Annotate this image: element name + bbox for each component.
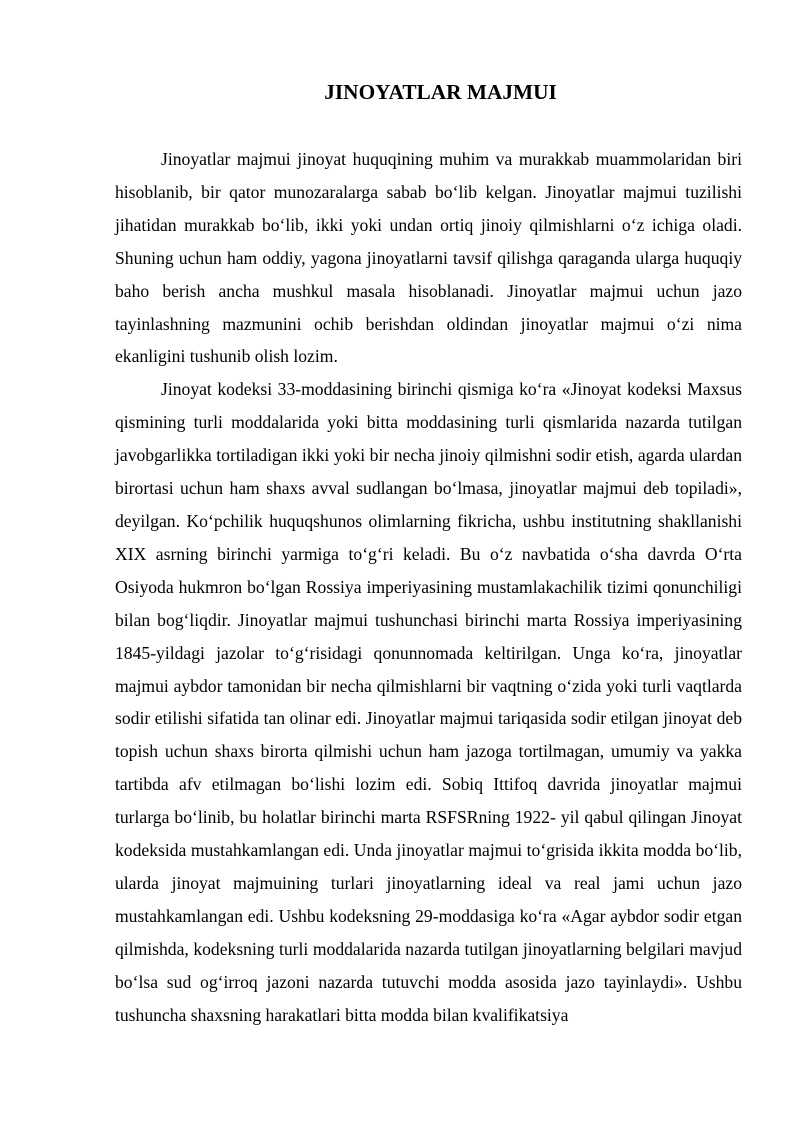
paragraph-1: Jinoyatlar majmui jinoyat huquqining muhim va murakkab muammolaridan biri hisoblanib, bir qator munozaralarga sabab bo‘lib kelgan. Jinoyatlar majmui tuzilishi jihatidan murakkab bo‘lib, ikki yoki undan ortiq jinoiy qilmishlarni o‘z ichiga oladi. Shuning uchun ham oddiy, yagona jinoyatlarni tavsif qilishga qaraganda ularga huquqiy baho berish ancha mushkul masala hisoblanadi. Jinoyatlar majmui uchun jazo tayinlashning mazmunini ochib berishdan oldindan jinoyatlar majmui o‘zi nima ekanligini tushunib olish lozim. <box>115 149 742 367</box>
document-title: JINOYATLAR MAJMUI <box>324 80 557 104</box>
paragraph-2: Jinoyat kodeksi 33-moddasining birinchi qismiga ko‘ra «Jinoyat kodeksi Maxsus qismining turli moddalarida yoki bitta moddasining turli qismlarida nazarda tutilgan javobgarlikka tortiladigan ikki yoki bir necha jinoiy qilmishni sodir etish, agarda ulardan birortasi uchun ham shaxs avval sudlangan bo‘lmasa, jinoyatlar majmui deb topiladi», deyilgan. Ko‘pchilik huquqshunos olimlarning fikricha, ushbu institutning shakllanishi XIX asrning birinchi yarmiga to‘g‘ri keladi. Bu o‘z navbatida o‘sha davrda O‘rta Osiyoda hukmron bo‘lgan Rossiya imperiyasining mustamlakachilik tizimi qonunchiligi bilan bog‘liqdir. Jinoyatlar majmui tushunchasi birinchi marta Rossiya imperiyasining 1845-yildagi jazolar to‘g‘risidagi qonunnomada keltirilgan. Unga ko‘ra, jinoyatlar majmui aybdor tamonidan bir necha qilmishlarni bir vaqtning o‘zida yoki turli vaqtlarda sodir etilishi sifatida tan olinar edi. Jinoyatlar majmui tariqasida sodir etilgan jinoyat deb topish uchun shaxs birorta qilmishi uchun ham jazoga tortilmagan, umumiy va yakka tartibda afv etilmagan bo‘lishi lozim edi. Sobiq Ittifoq davrida jinoyatlar majmui turlarga bo‘linib, bu holatlar birinchi marta RSFSRning 1922- yil qabul qilingan Jinoyat kodeksida mustahkamlangan edi. Unda jinoyatlar majmui to‘grisida ikkita modda bo‘lib, ularda jinoyat majmuining turlari jinoyatlarning ideal va real jami uchun jazo mustahkamlangan edi. Ushbu kodeksning 29-moddasiga ko‘ra «Agar aybdor sodir etgan qilmishda, kodeksning turli moddalarida nazarda tutilgan jinoyatlarning belgilari mavjud bo‘lsa sud og‘irroq jazoni nazarda tutuvchi modda asosida jazo tayinlaydi». Ushbu tushuncha shaxsning harakatlari bitta modda bilan kvalifikatsiya <box>115 379 742 1025</box>
document-page <box>115 72 742 1031</box>
